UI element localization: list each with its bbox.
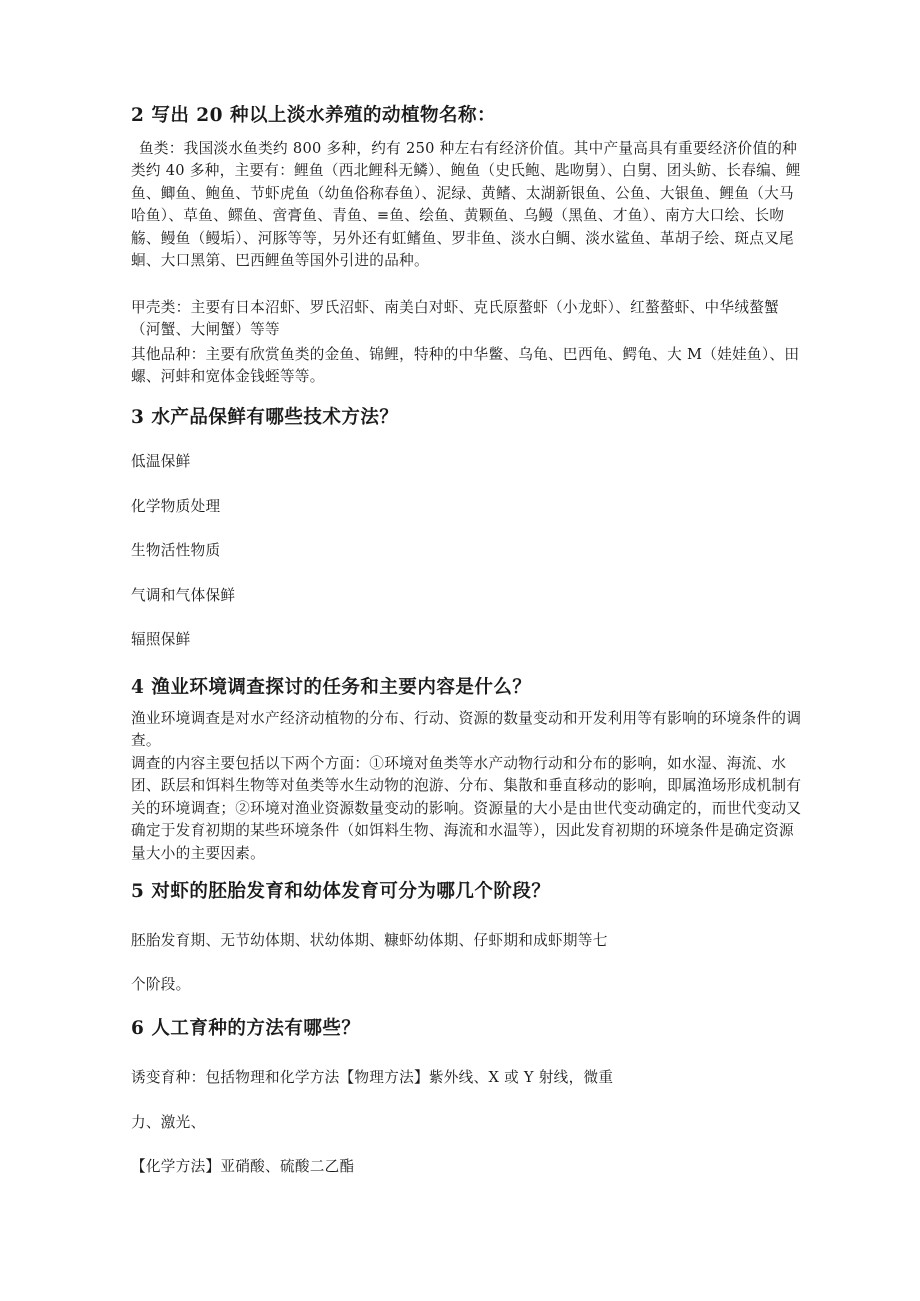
shrimp-stages-line-2: 个阶段。: [131, 976, 191, 993]
survey-content-text: 调查的内容主要包括以下两个方面：①环境对鱼类等水产动物行动和分布的影响，如水湿、海流、水团、跃层和饵料生物等对鱼类等水生动物的泡游、分布、集散和垂直移动的影响，即属渔场形成机制有关的环境调查；②环境对渔业资源数量变动的影响。资源量的大小是由世代变动确定的，而世代变动又确定于发育初期的某些环境条件（如饵料生物、海流和水温等），因此发育初期的环境条件是确定资源量大小的主要因素。: [131, 755, 802, 862]
breeding-method-line-2: 力、激光、: [131, 1114, 206, 1131]
breeding-method-line-1: 诱变育种：包括物理和化学方法【物理方法】紫外线、X 或 Y 射线，微重: [131, 1069, 614, 1086]
question-4-paragraph-1: [131, 708, 803, 753]
preservation-method-item: 辐照保鲜: [131, 631, 191, 648]
shrimp-stages-line-1: 胚胎发育期、无节幼体期、状幼体期、糠虾幼体期、仔虾期和成虾期等七: [131, 932, 608, 949]
fish-text: 鱼类：我国淡水鱼类约 800 多种，约有 250 种左右有经济价值。其中产量高具有重要经济价值的种类约 40 多种，主要有：鲤鱼（西北鲤科无鳞）、鲍鱼（史氏鲍、匙吻舅）、白舅、团头鲂、长春编、鲤鱼、鲫鱼、鲍鱼、节虾虎鱼（幼鱼俗称春鱼）、泥绿、黄鳍、太湖新银鱼、公鱼、大银鱼、鲤鱼（大马哈鱼）、草鱼、鳏鱼、啻膏鱼、青鱼、≡鱼、绘鱼、黄颗鱼、乌鳗（黑鱼、才鱼）、南方大口绘、长吻觞、鳗鱼（鳗垢）、河豚等等，另外还有虹鳍鱼、罗非鱼、淡水白鲷、淡水鲨鱼、革胡子绘、斑点叉尾蛔、大口黑第、巴西鲤鱼等国外引进的品种。: [131, 140, 801, 270]
question-2-fish-paragraph: [131, 138, 803, 272]
breeding-method-line-3: 【化学方法】亚硝酸、硫酸二乙酯: [131, 1158, 355, 1175]
question-4-heading: 4 渔业环境调查探讨的任务和主要内容是什么？: [131, 677, 532, 698]
question-6-heading: 6 人工育种的方法有哪些？: [131, 1018, 361, 1039]
crustacean-text: 甲壳类：主要有日本沼虾、罗氏沼虾、南美白对虾、克氏原螯虾（小龙虾）、红螯螯虾、中华绒螯蟹（河蟹、大闸蟹）等等: [131, 299, 780, 339]
preservation-method-item: 低温保鲜: [131, 453, 191, 470]
other-species-text: 其他品种：主要有欣赏鱼类的金鱼、锦鲤，特种的中华鳖、乌龟、巴西龟、鳄龟、大 M（娃娃鱼）、田螺、河蚌和宽体金钱蛭等等。: [131, 346, 800, 386]
preservation-method-item: 化学物质处理: [131, 498, 221, 515]
question-2-crustacean-paragraph: [131, 297, 803, 342]
question-4-paragraph-2: [131, 753, 803, 865]
question-2-other-paragraph: [131, 344, 803, 389]
survey-definition-text: 渔业环境调查是对水产经济动植物的分布、行动、资源的数量变动和开发利用等有影响的环境条件的调查。: [131, 710, 802, 750]
preservation-method-item: 生物活性物质: [131, 542, 221, 559]
question-3-heading: 3 水产品保鲜有哪些技术方法？: [131, 407, 399, 428]
preservation-method-item: 气调和气体保鲜: [131, 587, 236, 604]
question-2-heading: 2 写出 20 种以上淡水养殖的动植物名称：: [131, 105, 496, 126]
question-5-heading: 5 对虾的胚胎发育和幼体发育可分为哪几个阶段？: [131, 881, 551, 902]
